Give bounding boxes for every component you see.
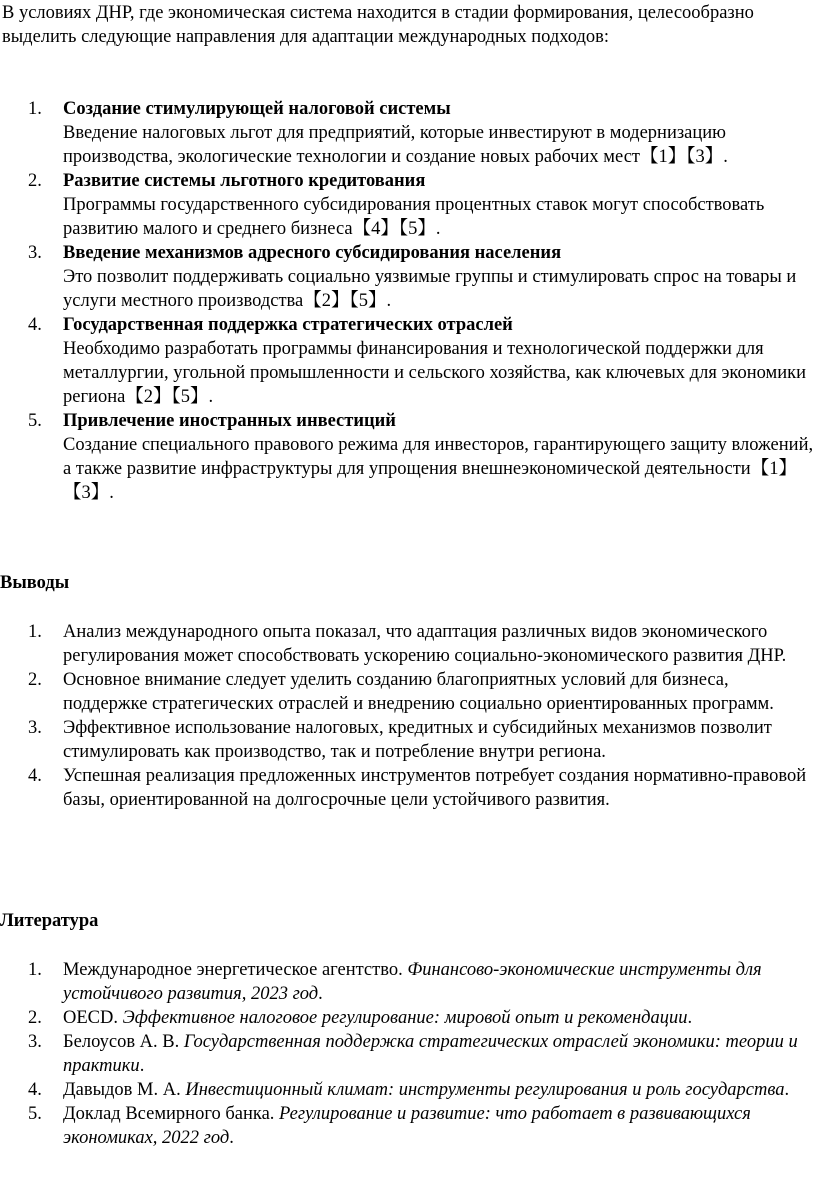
reference-title: Регулирование и развитие: что работает в развивающихся экономиках, 2022 год xyxy=(63,1104,751,1148)
list-item xyxy=(0,716,815,764)
direction-title: Введение механизмов адресного субсидирования населения xyxy=(63,243,562,263)
list-number: 1. xyxy=(28,960,42,980)
list-item xyxy=(0,409,815,505)
direction-text: Это позволит поддерживать социально уязвимые группы и стимулировать спрос на товары и услуги местного производства【2】【5】. xyxy=(63,267,797,311)
list-item xyxy=(0,764,815,812)
direction-text: Программы государственного субсидирования процентных ставок могут способствовать развитию малого и среднего бизнеса【4】【5】. xyxy=(63,195,765,239)
list-number: 3. xyxy=(28,243,42,263)
list-number: 2. xyxy=(28,1008,42,1028)
direction-text: Необходимо разработать программы финансирования и технологической поддержки для металлургии, угольной промышленности и сельского хозяйства, как ключевых для экономики региона【2】【5】. xyxy=(63,339,806,407)
list-item xyxy=(0,313,815,409)
reference-end: . xyxy=(318,984,323,1004)
list-item xyxy=(0,241,815,313)
conclusion-text: Успешная реализация предложенных инструментов потребует создания нормативно-правовой базы, ориентированной на долгосрочные цели устойчивого развития. xyxy=(63,766,807,810)
list-item xyxy=(0,1030,815,1078)
reference-title: Государственная поддержка стратегических отраслей экономики: теории и практики xyxy=(63,1032,798,1076)
list-item xyxy=(0,620,815,668)
list-item xyxy=(0,1006,815,1030)
literature-heading: Литература xyxy=(0,911,99,931)
reference-title: Финансово-экономические инструменты для устойчивого развития, 2023 год xyxy=(63,960,762,1004)
list-item xyxy=(0,169,815,241)
direction-title: Развитие системы льготного кредитования xyxy=(63,171,426,191)
list-number: 3. xyxy=(28,718,42,738)
list-number: 4. xyxy=(28,1080,42,1100)
list-item xyxy=(0,1078,815,1102)
list-number: 5. xyxy=(28,411,42,431)
conclusion-text: Анализ международного опыта показал, что адаптация различных видов экономического регулирования может способствовать ускорению социально-экономического развития ДНР. xyxy=(63,622,787,666)
reference-end: . xyxy=(139,1056,145,1076)
reference-end: . xyxy=(687,1008,693,1028)
list-number: 1. xyxy=(28,99,42,119)
intro-paragraph: В условиях ДНР, где экономическая система находится в стадии формирования, целесообразно выделить следующие направления для адаптации международных подходов: xyxy=(2,3,754,47)
reference-end: . xyxy=(784,1080,790,1100)
list-number: 2. xyxy=(28,670,42,690)
reference-author: Международное энергетическое агентство. xyxy=(63,960,408,980)
list-number: 2. xyxy=(28,171,42,191)
reference-title: Инвестиционный климат: инструменты регулирования и роль государства xyxy=(185,1080,785,1100)
list-number: 1. xyxy=(28,622,42,642)
direction-text: Введение налоговых льгот для предприятий, которые инвестируют в модернизацию производства, экологические технологии и создание новых рабочих мест【1】【3】. xyxy=(63,123,728,167)
reference-end: . xyxy=(229,1128,234,1148)
literature-list xyxy=(0,958,815,1150)
direction-title: Государственная поддержка стратегических отраслей xyxy=(63,315,513,335)
list-number: 3. xyxy=(28,1032,42,1052)
reference-author: Белоусов А. В. xyxy=(63,1032,184,1052)
list-number: 4. xyxy=(28,315,42,335)
reference-author: Доклад Всемирного банка. xyxy=(63,1104,280,1124)
direction-title: Привлечение иностранных инвестиций xyxy=(63,411,396,431)
list-number: 4. xyxy=(28,766,42,786)
directions-list xyxy=(0,97,815,505)
list-number: 5. xyxy=(28,1104,42,1124)
list-item xyxy=(0,97,815,169)
conclusion-text: Эффективное использование налоговых, кредитных и субсидийных механизмов позволит стимулировать как производство, так и потребление внутри региона. xyxy=(63,718,772,762)
list-item xyxy=(0,668,815,716)
reference-author: OECD. xyxy=(63,1008,123,1028)
list-item xyxy=(0,958,815,1006)
direction-text: Создание специального правового режима для инвесторов, гарантирующего защиту вложений, а также развитие инфраструктуры для упрощения внешнеэкономической деятельности【1】【3】. xyxy=(63,435,814,503)
conclusions-heading: Выводы xyxy=(0,573,70,593)
direction-title: Создание стимулирующей налоговой системы xyxy=(63,99,451,119)
conclusions-list xyxy=(0,620,815,812)
list-item xyxy=(0,1102,815,1150)
conclusion-text: Основное внимание следует уделить созданию благоприятных условий для бизнеса, поддержке стратегических отраслей и внедрению социально ориентированных программ. xyxy=(63,670,774,714)
reference-title: Эффективное налоговое регулирование: мировой опыт и рекомендации xyxy=(122,1008,688,1028)
reference-author: Давыдов М. А. xyxy=(63,1080,186,1100)
